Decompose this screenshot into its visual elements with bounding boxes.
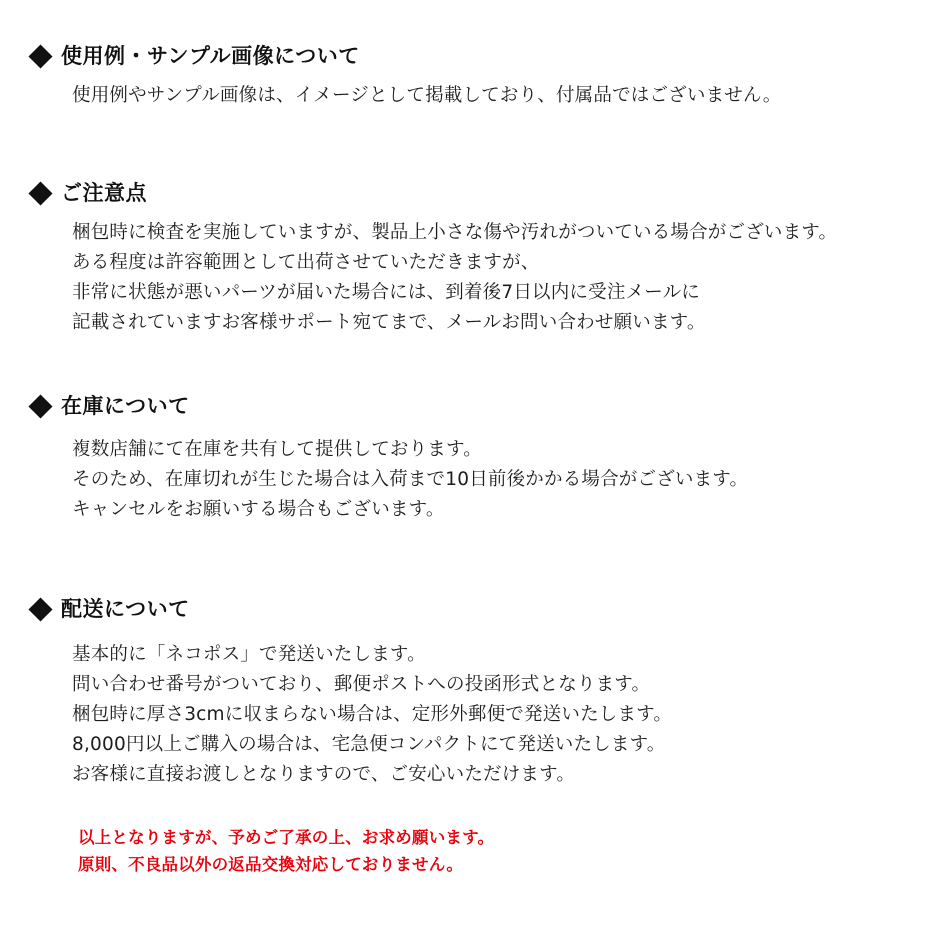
body-line: キャンセルをお願いする場合もございます。 bbox=[72, 498, 445, 520]
section-caution-title: ご注意点 bbox=[61, 180, 147, 205]
body-line: そのため、在庫切れが生じた場合は入荷まで10日前後かかる場合がございます。 bbox=[72, 468, 749, 490]
diamond-bullet-icon bbox=[28, 181, 52, 205]
body-line: 使用例やサンプル画像は、イメージとして掲載しており、付属品ではございません。 bbox=[72, 85, 782, 106]
diamond-bullet-icon bbox=[28, 597, 52, 621]
notice-line: 原則、不良品以外の返品交換対応しておりません。 bbox=[78, 854, 464, 874]
body-line: 複数店舗にて在庫を共有して提供しております。 bbox=[72, 438, 482, 460]
section-shipping-body bbox=[28, 640, 910, 790]
section-caution bbox=[28, 180, 910, 338]
body-line: 8,000円以上ご購入の場合は、宅急便コンパクトにて発送いたします。 bbox=[72, 733, 666, 755]
body-line: お客様に直接お渡しとなりますので、ご安心いただけます。 bbox=[72, 763, 576, 785]
section-usage bbox=[28, 46, 910, 111]
section-stock bbox=[28, 393, 910, 525]
section-usage-header bbox=[28, 46, 910, 67]
section-caution-body bbox=[28, 218, 910, 338]
body-line: 梱包時に厚さ3cmに収まらない場合は、定形外郵便で発送いたします。 bbox=[72, 703, 673, 725]
body-line: 基本的に「ネコポス」で発送いたします。 bbox=[72, 643, 426, 665]
section-stock-body bbox=[28, 435, 910, 525]
section-stock-title: 在庫について bbox=[61, 393, 190, 418]
section-usage-body bbox=[28, 81, 910, 111]
body-line: 記載されていますお客様サポート宛てまで、メールお問い合わせ願います。 bbox=[72, 311, 706, 333]
section-caution-header bbox=[28, 180, 910, 205]
body-line: 問い合わせ番号がついており、郵便ポストへの投函形式となります。 bbox=[72, 673, 651, 695]
section-usage-title: 使用例・サンプル画像について bbox=[61, 44, 360, 68]
body-line: 梱包時に検査を実施していますが、製品上小さな傷や汚れがついている場合がございます。 bbox=[72, 221, 838, 243]
section-shipping-title: 配送について bbox=[61, 596, 190, 621]
notice-line: 以上となりますが、予めご了承の上、お求め願います。 bbox=[78, 827, 495, 847]
diamond-bullet-icon bbox=[28, 44, 52, 68]
body-line: 非常に状態が悪いパーツが届いた場合には、到着後7日以内に受注メールに bbox=[72, 281, 700, 303]
body-line: ある程度は許容範囲として出荷させていただきますが、 bbox=[72, 251, 540, 273]
final-notice bbox=[28, 824, 910, 878]
section-shipping bbox=[28, 596, 910, 790]
section-stock-header bbox=[28, 393, 910, 418]
diamond-bullet-icon bbox=[28, 394, 52, 418]
section-shipping-header bbox=[28, 596, 910, 621]
